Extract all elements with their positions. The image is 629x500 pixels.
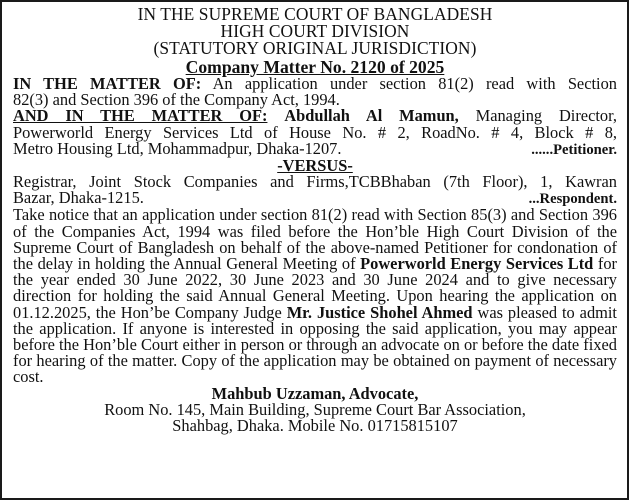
and-matter-label: AND IN THE MATTER OF: [13,106,268,126]
notice-text-3: was pleased to admit the application. If anyone is interested in opposing the said application, you may appear before the Hon’ble Court either in person or through an advocate on or before the date fixed for hearing of the matter. Copy of the application may be obtained on payment of necessary cost. [13,302,617,387]
petitioner-address: Metro Housing Ltd, Mohammadpur, Dhaka-1207. [13,138,342,158]
notice-text-1: Take notice that an application under section 81(2) read with Section 85(3) and Section 396 of the Companies Act, 1994 was filed before the Hon’ble High Court Division of the Supreme Court of Bangladesh on behalf of the above-named Petitioner for condonation of the delay in holding the Annual General Meeting of [13,205,617,274]
court-title: IN THE SUPREME COURT OF BANGLADESH [137,4,493,24]
advocate-address-1: Room No. 145, Main Building, Supreme Court Bar Association, [104,400,526,420]
company-matter-number: Company Matter No. 2120 of 2025 [185,57,445,77]
jurisdiction-title: (STATUTORY ORIGINAL JURISDICTION) [153,38,477,58]
judge-name: Mr. Justice Shohel Ahmed [286,302,473,322]
and-matter-line-1-text: Managing Director, [458,106,618,126]
respondent-line-1: Registrar, Joint Stock Companies and Firms,TCBBhaban (7th Floor), 1, Kawran [13,172,617,192]
notice-text-2: for the year ended 30 June 2022, 30 June 2023 and 30 June 2024 and to give necessary direction for holding the said Annual General Meeting. Upon hearing the application on 01.12.2025, the Hon’be Company Judge [13,254,618,322]
matter-line-1-text: An application under section 81(2) read with Section [201,74,617,93]
advocate-name: Mahbub Uzzaman, Advocate, [211,383,419,403]
respondent-tag: ...Respondent. [528,191,617,208]
company-name: Powerworld Energy Services Ltd [360,254,594,274]
division-title: HIGH COURT DIVISION [220,21,410,41]
advocate-address-2: Shahbag, Dhaka. Mobile No. 01715815107 [172,416,458,436]
respondent-address: Bazar, Dhaka-1215. [13,188,144,208]
notice-body [13,207,617,385]
matter-label: IN THE MATTER OF: [13,74,202,93]
versus-heading: -VERSUS- [277,156,353,176]
matter-line-2: 82(3) and Section 396 of the Company Act, 1994. [13,90,340,110]
petitioner-name: Abdullah Al Mamun, [284,106,459,126]
petitioner-tag: ......Petitioner. [531,141,617,158]
and-matter-line-2: Powerworld Energy Services Ltd of House No. # 2, RoadNo. # 4, Block # 8, [13,122,617,142]
